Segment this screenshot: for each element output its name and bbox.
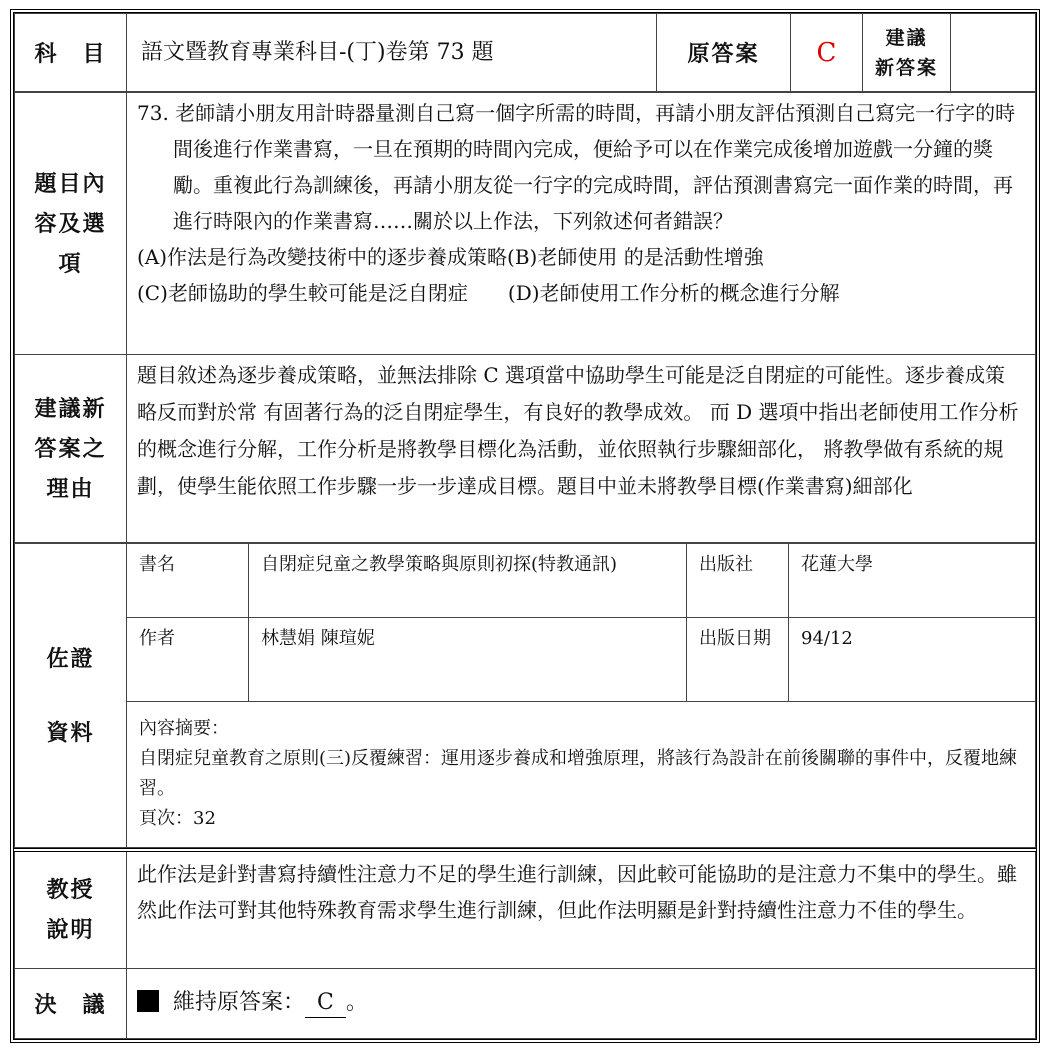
book-label: 書名 <box>127 544 249 618</box>
author-label: 作者 <box>127 618 249 702</box>
question-label: 題目內容及選項 <box>15 93 127 355</box>
reason-text: 題目敘述為逐步養成策略，並無法排除 C 選項當中協助學生可能是泛自閉症的可能性。逐步養成策略反而對於常 有固著行為的泛自閉症學生，有良好的教學成效。 而 D 選項中指出老師使用工作分析的概念進行分解，工作分析是將教學目標化為活動，並依照執行步驟細部化， 將教學做有系統的規劃，使學生能依照工作步驟一步一步達成目標。題目中並未將教學目標(作業書寫)細部化 <box>127 355 1036 543</box>
resolution-suffix: 。 <box>345 990 368 1015</box>
options-line-2: (C)老師協助的學生較可能是泛自閉症 (D)老師使用工作分析的概念進行分解 <box>137 281 840 305</box>
author-value: 林慧娟 陳瑄妮 <box>249 618 687 702</box>
original-answer-label: 原答案 <box>657 14 791 92</box>
pub-date-value: 94/12 <box>789 618 1036 702</box>
resolution-prefix: 維持原答案： <box>173 990 306 1015</box>
evidence-table <box>14 543 1036 848</box>
professor-label: 教授 說明 <box>15 850 127 968</box>
summary-label: 內容摘要： <box>139 718 229 739</box>
question-content <box>127 93 1036 355</box>
publisher-label: 出版社 <box>687 544 789 618</box>
subject-label: 科 目 <box>15 14 127 92</box>
checked-box-icon <box>137 990 159 1012</box>
resolution-answer: C <box>305 989 346 1018</box>
appeal-form <box>14 13 1036 1039</box>
reason-label: 建議新答案之理由 <box>15 355 127 543</box>
summary-text: 自閉症兒童教育之原則(三)反覆練習：運用逐步養成和增強原理，將該行為設計在前後關聯的事件中，反覆地練習。 <box>139 748 1018 799</box>
publisher-value: 花蓮大學 <box>789 544 1036 618</box>
header-table <box>14 13 1036 92</box>
content-table <box>14 92 1036 543</box>
suggested-answer-value <box>951 14 1036 92</box>
pub-date-label: 出版日期 <box>687 618 789 702</box>
original-answer-value: C <box>791 14 863 92</box>
resolution-label: 決 議 <box>15 968 127 1038</box>
decision-table <box>14 848 1036 1039</box>
options-line-1: (A)作法是行為改變技術中的逐步養成策略(B)老師使用 的是活動性增強 <box>137 245 764 269</box>
subject-value: 語文暨教育專業科目-(丁)卷第 73 題 <box>127 14 657 92</box>
book-value: 自閉症兒童之教學策略與原則初探(特教通訊) <box>249 544 687 618</box>
suggested-answer-label: 建議 新答案 <box>863 14 951 92</box>
page-text: 頁次：32 <box>139 808 216 829</box>
summary-cell <box>127 702 1036 848</box>
question-stem: 73. 老師請小朋友用計時器量測自己寫一個字所需的時間，再請小朋友評估預測自己寫完一行字的時間後進行作業書寫，一旦在預期的時間內完成，便給予可以在作業完成後增加遊戲一分鐘的獎勵。重複此行為訓練後，再請小朋友從一行字的完成時間，評估預測書寫完一面作業的時間，再進行時限內的作業書寫……關於以上作法，下列敘述何者錯誤？ <box>137 101 1016 233</box>
resolution-content <box>127 968 1036 1038</box>
evidence-label: 佐證 資料 <box>15 544 127 848</box>
professor-text: 此作法是針對書寫持續性注意力不足的學生進行訓練，因此較可能協助的是注意力不集中的學生。雖然此作法可對其他特殊教育需求學生進行訓練，但此作法明顯是針對持續性注意力不佳的學生。 <box>127 850 1036 968</box>
